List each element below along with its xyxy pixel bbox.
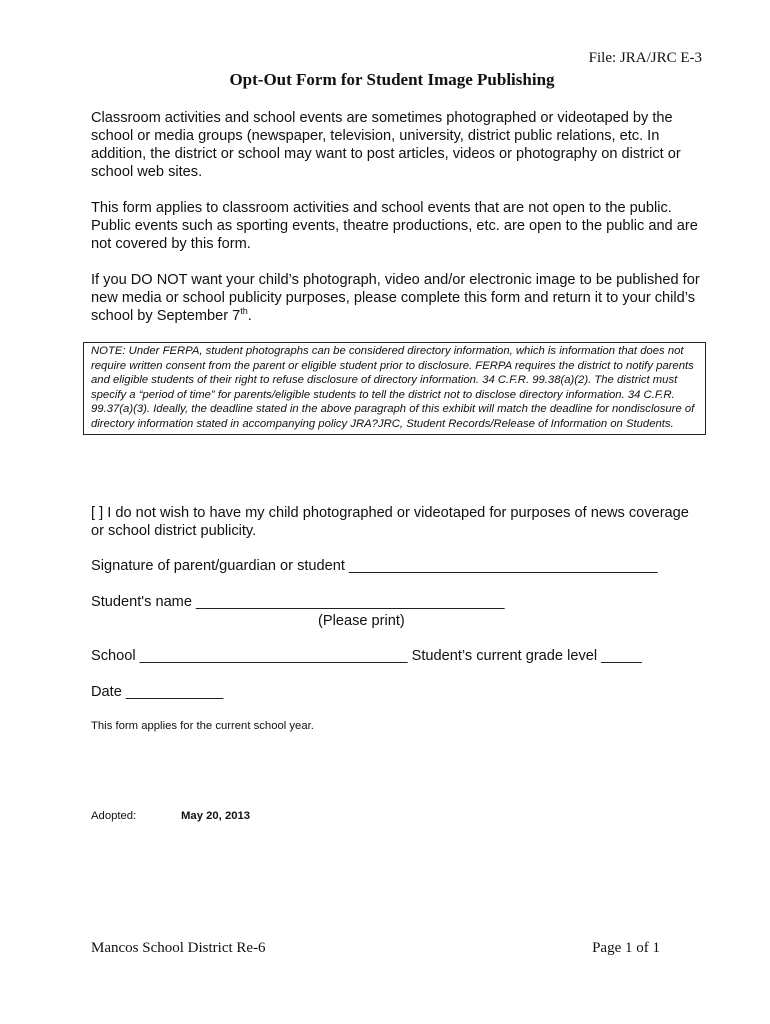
- instructions-period: .: [247, 308, 252, 324]
- date-field[interactable]: ____________: [125, 684, 224, 700]
- adopted-label: Adopted:: [91, 810, 137, 822]
- opt-out-statement: [91, 504, 691, 540]
- school-row: [91, 648, 642, 664]
- school-label: School: [91, 648, 136, 664]
- ordinal-suffix: th: [240, 306, 248, 317]
- signature-field[interactable]: ______________________________________: [349, 558, 658, 574]
- instructions-text: If you DO NOT want your child’s photograph, video and/or electronic image to be published for new media or school publicity purposes, please complete this form and return it to your child’s school by September 7: [91, 272, 700, 324]
- date-row: [91, 684, 223, 700]
- instructions-paragraph: [91, 271, 706, 325]
- grade-field[interactable]: _____: [601, 648, 642, 664]
- intro-paragraph: Classroom activities and school events are sometimes photographed or videotaped by the school or media groups (newspaper, television, university, district public relations, etc. In addition, the district or school may want to post articles, videos or photography on district or school web sites.: [91, 110, 681, 180]
- ferpa-note-box: NOTE: Under FERPA, student photographs can be considered directory information, which is information that does not require written consent from the parent or eligible student prior to disclosure. FERPA requires the district to notify parents and eligible students of their right to refuse disclosure of directory information. 34 C.F.R. 99.38(a)(2). The district must specify a “period of time” for parents/eligible students to tell the district not to disclose directory information. 34 C.F.R. 99.37(a)(3). Ideally, the deadline stated in the above paragraph of this exhibit will match the deadline for nondisclosure of directory information stated in accompanying policy JRA?JRC, Student Records/Release of Information on Students.: [83, 342, 706, 435]
- grade-label: Student’s current grade level: [411, 648, 598, 664]
- opt-out-checkbox[interactable]: [ ]: [91, 505, 104, 521]
- school-field[interactable]: _________________________________: [139, 648, 408, 664]
- footer-page-number: Page 1 of 1: [592, 940, 660, 956]
- student-name-row: [91, 594, 504, 610]
- opt-out-text: I do not wish to have my child photographed or videotaped for purposes of news coverage or school district publicity.: [91, 505, 689, 539]
- page-title: Opt-Out Form for Student Image Publishing: [229, 70, 555, 89]
- file-reference: File: JRA/JRC E-3: [588, 50, 702, 66]
- applies-note: This form applies for the current school year.: [91, 720, 314, 732]
- scope-paragraph: This form applies to classroom activities and school events that are not open to the public. Public events such as sporting events, theatre productions, etc. are open to the public and are not covered by this form.: [91, 200, 698, 252]
- please-print-hint: (Please print): [318, 613, 405, 629]
- signature-row: [91, 558, 657, 574]
- signature-label: Signature of parent/guardian or student: [91, 558, 345, 574]
- student-name-field[interactable]: ______________________________________: [196, 594, 505, 610]
- adopted-date: May 20, 2013: [181, 810, 251, 822]
- footer-district: Mancos School District Re-6: [91, 940, 266, 956]
- student-name-label: Student's name: [91, 594, 192, 610]
- date-label: Date: [91, 684, 122, 700]
